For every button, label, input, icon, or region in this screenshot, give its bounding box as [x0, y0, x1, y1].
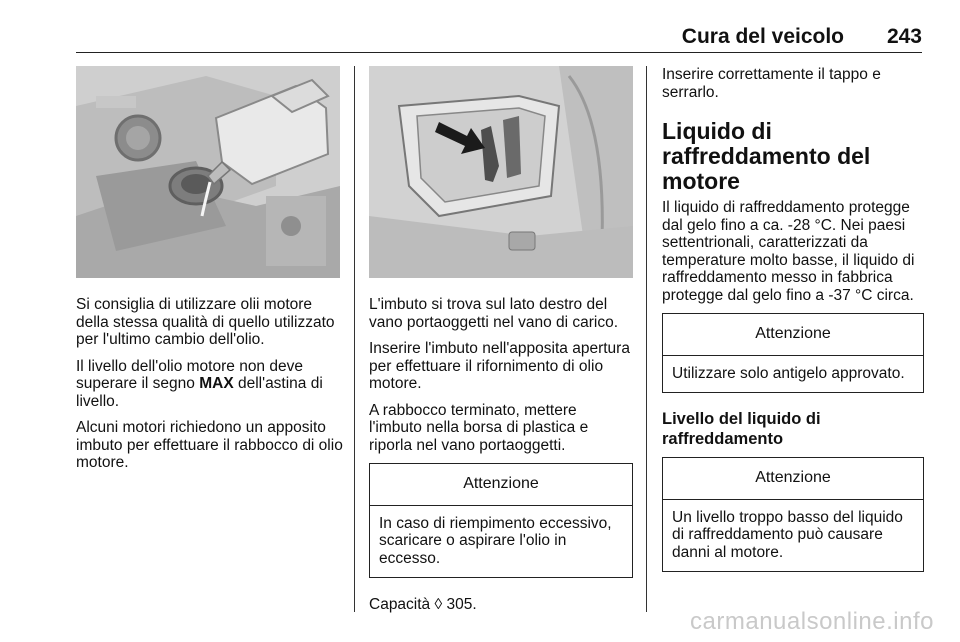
oil-level-text-start: Il livello dell'olio motore non deve superare il segno — [76, 357, 303, 392]
paragraph-close-cap: Inserire correttamente il tappo e serrarlo. — [662, 66, 881, 101]
warning-title: Attenzione — [370, 464, 632, 506]
column-1 — [76, 66, 344, 481]
paragraph-oil-level — [76, 358, 344, 411]
capacity-page-ref[interactable]: 305. — [446, 596, 477, 613]
section-title: Cura del veicolo — [681, 25, 844, 48]
warning-box-antifreeze — [662, 313, 924, 393]
oil-level-text-end: dell'astina di livello. — [76, 375, 323, 410]
warning-box-low-coolant — [662, 457, 924, 572]
capacity-line — [369, 596, 633, 614]
paragraph-funnel-required: Alcuni motori richiedono un apposito imbuto per effettuare il rabbocco di olio motore. — [76, 419, 343, 471]
paragraph-insert-funnel: Inserire l'imbuto nell'apposita apertura per effettuare il rifornimento di olio motore. — [369, 340, 630, 392]
watermark: carmanualsonline.info — [690, 608, 934, 635]
paragraph-store-funnel: A rabbocco terminato, mettere l'imbuto nella borsa di plastica e riporla nel vano portaoggetti. — [369, 401, 589, 454]
column-divider-2 — [646, 66, 647, 612]
paragraph-funnel-location: L'imbuto si trova sul lato destro del vano portaoggetti nel vano di carico. — [369, 296, 619, 331]
engine-oil-fill-graphic — [76, 66, 340, 278]
page-number: 243 — [886, 25, 922, 48]
cross-reference-icon: ◊ — [434, 596, 443, 613]
warning-text: Un livello troppo basso del liquido di raffreddamento può causare danni al motore. — [672, 508, 903, 561]
engine-oil-fill-illustration — [76, 66, 340, 278]
page-header — [76, 24, 922, 50]
header-divider — [76, 52, 922, 53]
warning-title: Attenzione — [663, 314, 923, 356]
warning-title: Attenzione — [663, 458, 923, 500]
heading-coolant-level: Livello del liquido di raffreddamento — [662, 410, 821, 448]
warning-text: Utilizzare solo antigelo approvato. — [672, 364, 905, 382]
warning-box-overfill — [369, 463, 633, 578]
capacity-label: Capacità — [369, 596, 431, 613]
column-3 — [662, 66, 924, 572]
warning-text: In caso di riempimento eccessivo, scaricare o aspirare l'olio in eccesso. — [379, 514, 612, 567]
storage-compartment-graphic — [369, 66, 633, 278]
paragraph-oil-quality: Si consiglia di utilizzare olii motore della stessa qualità di quello utilizzato per l'ultimo cambio dell'olio. — [76, 296, 335, 348]
heading-engine-coolant: Liquido di raffreddamento del motore — [662, 118, 871, 194]
column-divider-1 — [354, 66, 355, 612]
storage-compartment-illustration — [369, 66, 633, 278]
column-2 — [369, 66, 633, 623]
max-mark-label: MAX — [199, 375, 234, 392]
paragraph-coolant-protection: Il liquido di raffreddamento protegge dal gelo fino a ca. -28 °C. Nei paesi settentrionali, caratterizzati da temperature molto basse, il liquido di raffreddamento messo in fabbrica protegge dal gelo fino a -37 °C circa. — [662, 199, 915, 304]
